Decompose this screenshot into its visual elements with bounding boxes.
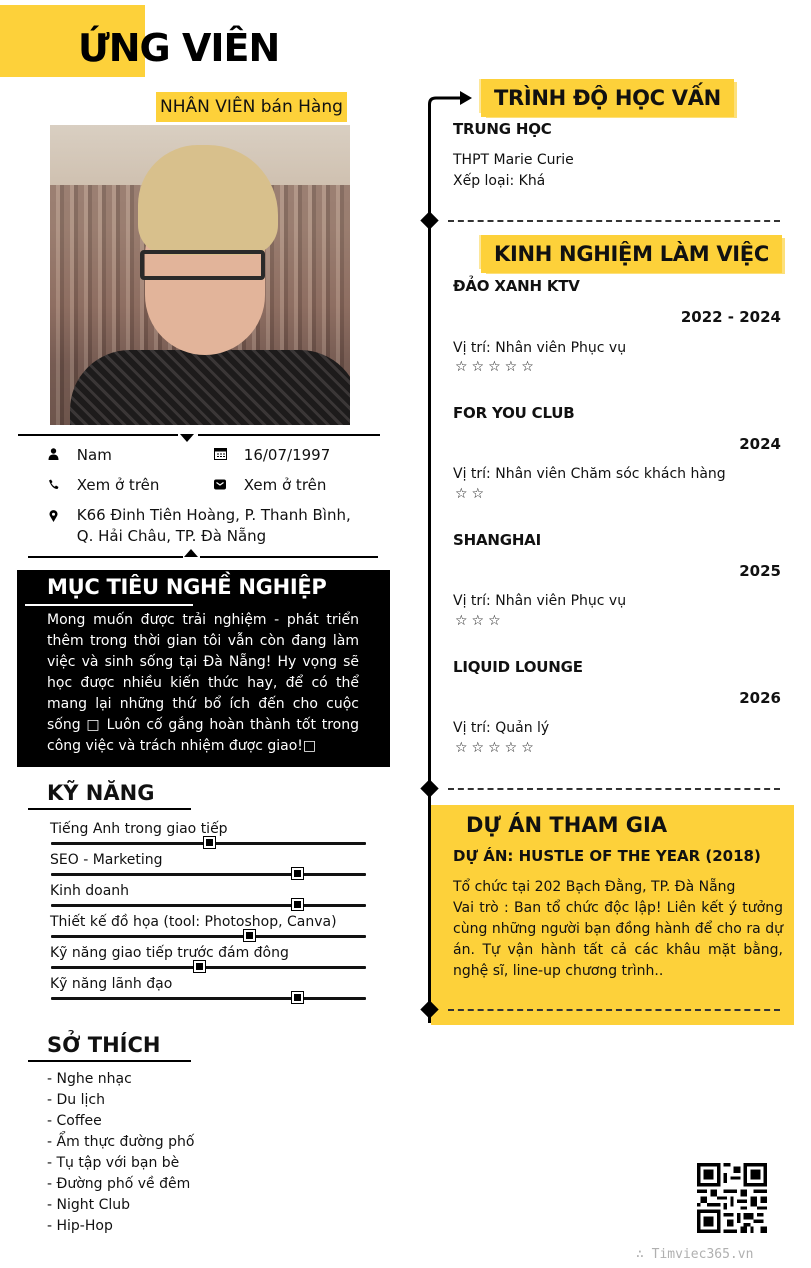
experience-position: Vị trí: Nhân viên Chăm sóc khách hàng — [453, 466, 726, 482]
project-name: DỰ ÁN: HUSTLE OF THE YEAR (2018) — [453, 847, 761, 865]
skill-label: Kỹ năng giao tiếp trước đám đông — [50, 945, 289, 961]
experience-company: ĐẢO XANH KTV — [453, 277, 580, 295]
projects-section — [431, 805, 794, 1025]
objective-text: Mong muốn được trải nghiệm - phát triển thêm trong thời gian tôi vẫn còn đang làm việc và sinh sống tại Đà Nẵng! Hy vọng sẽ học được nhiều kiến thức hay, để có thể mang lại những thứ bổ ích đến cho cuộc sống □ Luôn cố gắng hoàn thành tốt trong công việc và trách nhiệm được giao!□ — [47, 612, 359, 754]
skills-title: KỸ NĂNG — [47, 781, 155, 805]
rating-stars-icon: ☆☆☆☆☆ — [455, 359, 538, 375]
skill-label: Kỹ năng lãnh đạo — [50, 976, 173, 992]
project-description — [453, 877, 783, 982]
project-role: Vai trò : Ban tổ chức độc lập! Liên kết ý tưởng cùng những người bạn đồng hành để cho ra dự án. Tự vận hành tất cả các khâu mặt bằng, nghệ sĩ, line-up chương trình.. — [453, 900, 783, 979]
skill-slider-handle[interactable] — [292, 992, 303, 1003]
experience-period: 2024 — [739, 435, 781, 453]
skill-label: Thiết kế đồ họa (tool: Photoshop, Canva) — [50, 914, 337, 930]
skill-label: SEO - Marketing — [50, 852, 163, 868]
photo-shirt — [70, 350, 350, 425]
experience-company: FOR YOU CLUB — [453, 404, 575, 422]
section-divider — [448, 788, 780, 790]
skill-label: Tiếng Anh trong giao tiếp — [50, 821, 228, 837]
info-divider-top-right — [198, 434, 380, 436]
section-divider — [448, 1009, 780, 1011]
experience-period: 2026 — [739, 689, 781, 707]
info-divider-bottom-left — [28, 556, 183, 558]
section-divider — [448, 220, 780, 222]
skill-slider-track[interactable] — [51, 997, 366, 1000]
user-icon — [46, 446, 60, 467]
education-grade: Xếp loại: Khá — [453, 173, 546, 189]
address-value — [77, 505, 351, 547]
experience-position: Vị trí: Nhân viên Phục vụ — [453, 593, 627, 609]
birthday-row — [213, 445, 330, 467]
hobby-item: - Hip-Hop — [47, 1218, 113, 1234]
arrow-right-icon — [428, 90, 473, 110]
phone-icon — [46, 476, 60, 497]
hobbies-list — [47, 1069, 194, 1237]
experience-position: Vị trí: Quản lý — [453, 720, 550, 736]
candidate-photo — [50, 125, 350, 425]
objective-title-underline — [25, 604, 193, 606]
hobbies-title: SỞ THÍCH — [47, 1033, 161, 1057]
skill-label: Kinh doanh — [50, 883, 130, 899]
skill-slider-handle[interactable] — [194, 961, 205, 972]
experience-period: 2022 - 2024 — [680, 308, 781, 326]
experience-title: KINH NGHIỆM LÀM VIỆC — [484, 238, 779, 270]
gender-value: Nam — [76, 446, 112, 464]
projects-title: DỰ ÁN THAM GIA — [466, 813, 668, 837]
experience-period: 2025 — [739, 562, 781, 580]
hobby-item: - Du lịch — [47, 1092, 105, 1108]
birthday-value: 16/07/1997 — [243, 446, 331, 464]
job-position: NHÂN VIÊN bán Hàng — [156, 92, 347, 122]
career-objective-section — [17, 570, 390, 767]
hobby-item: - Đường phố về đêm — [47, 1176, 191, 1192]
timeline-line — [428, 105, 431, 1023]
education-level: TRUNG HỌC — [453, 120, 552, 138]
education-school: THPT Marie Curie — [453, 152, 574, 168]
qr-code-icon — [697, 1163, 767, 1233]
timeline-diamond-icon — [420, 211, 438, 229]
timeline-diamond-icon — [420, 779, 438, 797]
hobby-item: - Night Club — [47, 1197, 130, 1213]
phone-row — [46, 475, 159, 497]
hobby-item: - Tụ tập với bạn bè — [47, 1155, 180, 1171]
brand-watermark: ∴ Timviec365.vn — [636, 1247, 754, 1262]
education-title: TRÌNH ĐỘ HỌC VẤN — [484, 82, 731, 114]
address-line-2: Q. Hải Châu, TP. Đà Nẵng — [76, 527, 267, 545]
skills-title-underline — [28, 808, 191, 810]
hobby-item: - Ẩm thực đường phố — [47, 1134, 195, 1150]
hobby-item: - Coffee — [47, 1113, 102, 1129]
email-row — [213, 475, 326, 497]
project-location: Tổ chức tại 202 Bạch Đằng, TP. Đà Nẵng — [453, 879, 736, 895]
rating-stars-icon: ☆☆☆ — [455, 613, 505, 629]
calendar-icon — [213, 446, 227, 467]
skill-slider-handle[interactable] — [244, 930, 255, 941]
info-divider-bottom-right — [200, 556, 378, 558]
objective-title: MỤC TIÊU NGHỀ NGHIỆP — [47, 575, 327, 599]
experience-company: SHANGHAI — [453, 531, 541, 549]
map-pin-icon — [46, 508, 60, 529]
email-value: Xem ở trên — [243, 476, 327, 494]
triangle-up-icon — [184, 549, 198, 557]
address-row — [46, 505, 351, 547]
skill-slider-track[interactable] — [51, 904, 366, 907]
skill-slider-track[interactable] — [51, 966, 366, 969]
rating-stars-icon: ☆☆ — [455, 486, 489, 502]
address-line-1: K66 Đinh Tiên Hoàng, P. Thanh Bình, — [76, 506, 351, 524]
photo-glasses — [140, 250, 265, 280]
skill-slider-handle[interactable] — [292, 899, 303, 910]
envelope-icon — [213, 476, 227, 497]
info-divider-top-left — [18, 434, 178, 436]
hobbies-title-underline — [28, 1060, 191, 1062]
photo-hair — [138, 145, 278, 255]
skill-slider-track[interactable] — [51, 873, 366, 876]
experience-company: LIQUID LOUNGE — [453, 658, 583, 676]
rating-stars-icon: ☆☆☆☆☆ — [455, 740, 538, 756]
skill-slider-track[interactable] — [51, 935, 366, 938]
hobby-item: - Nghe nhạc — [47, 1071, 132, 1087]
experience-position: Vị trí: Nhân viên Phục vụ — [453, 340, 627, 356]
gender-row — [46, 445, 112, 467]
skill-slider-handle[interactable] — [204, 837, 215, 848]
triangle-down-icon — [180, 434, 194, 442]
page-title: ỨNG VIÊN — [78, 26, 280, 70]
skill-slider-handle[interactable] — [292, 868, 303, 879]
phone-value: Xem ở trên — [76, 476, 160, 494]
